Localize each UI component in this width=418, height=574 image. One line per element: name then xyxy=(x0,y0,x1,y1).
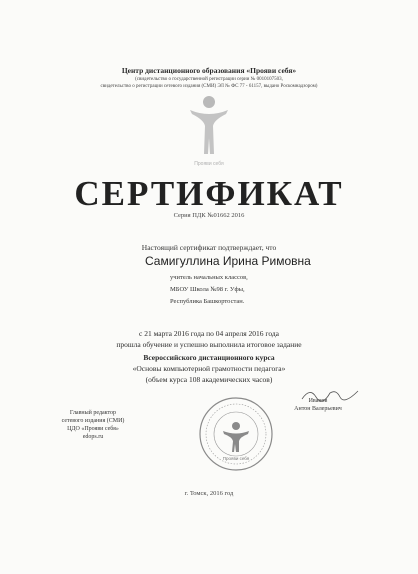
confirm-text: Настоящий сертификат подтверждает, что xyxy=(141,243,277,252)
signatory-left-line1: Главный редактор xyxy=(69,410,117,416)
recipient-region: Республика Башкортостан. xyxy=(170,298,245,305)
stamp-text: Прояви себя xyxy=(222,456,250,461)
course-name: «Основы компьютерной грамотности педагога» xyxy=(132,364,286,373)
signatory-left-line3: ЦДО «Прояви себя» xyxy=(67,426,119,432)
recipient-position: учитель начальных классов, xyxy=(170,274,248,281)
signatory-left-line2: сетевого издания (СМИ) xyxy=(61,418,125,424)
course-completion: прошла обучение и успешно выполнила итоговое задание xyxy=(116,340,302,349)
course-hours: (объем курса 108 академических часов) xyxy=(145,375,273,384)
organization-logo xyxy=(186,92,232,176)
round-stamp xyxy=(198,396,274,472)
place-and-year: г. Томск, 2016 год xyxy=(184,490,234,497)
course-dates: с 21 марта 2016 года по 04 апреля 2016 года xyxy=(139,329,279,338)
signatory-right xyxy=(268,397,368,413)
signatory-right-surname: Иванов xyxy=(308,398,328,404)
registration-line-2: свидетельство о регистрации сетевого издания (СМИ) ЭЛ № ФС 77 - 61157, выдано Роскомнадзором) xyxy=(100,84,318,89)
recipient-name: Самигуллина Ирина Римовна xyxy=(145,254,311,268)
logo-text: Прояви себя xyxy=(194,161,224,167)
organization-name: Центр дистанционного образования «Прояви себя» xyxy=(121,66,297,75)
certificate-title: СЕРТИФИКАТ xyxy=(74,174,344,213)
signatory-left-line4: edops.ru xyxy=(82,434,104,440)
signatory-left xyxy=(38,409,148,441)
series-number: Серия ПДК №01662 2016 xyxy=(173,212,245,219)
recipient-school: МБОУ Школа №98 г. Уфы, xyxy=(170,286,245,293)
course-type: Всероссийского дистанционного курса xyxy=(143,353,275,362)
registration-line-1: (свидетельство о государственной регистрации серии № 0010107503, xyxy=(135,77,283,82)
signatory-right-full-name: Антон Валерьевич xyxy=(294,406,342,412)
